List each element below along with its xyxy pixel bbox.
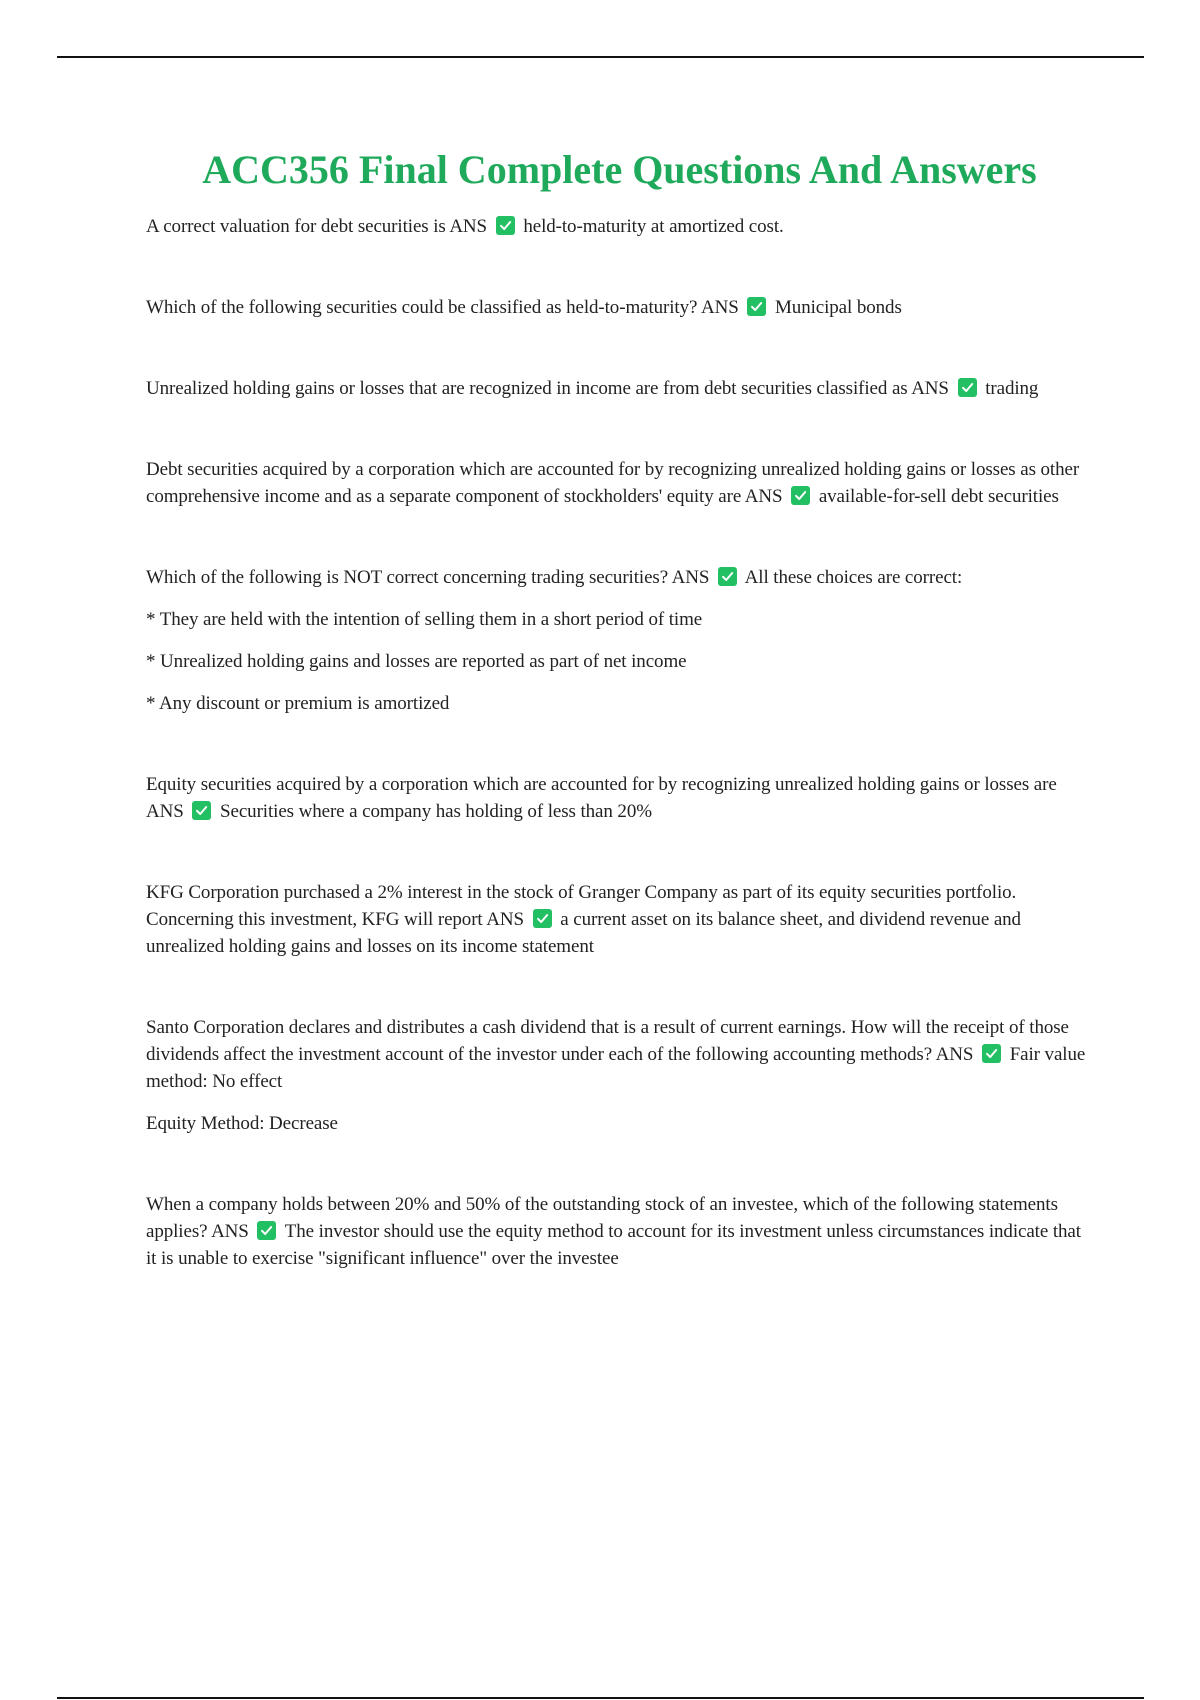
- answer-text: All these choices are correct:: [744, 567, 963, 588]
- qa-list: [146, 213, 1086, 1326]
- question-text: Equity securities acquired by a corporation which are accounted for by recognizing unrealized holding gains or losses are: [146, 774, 1057, 795]
- qa-item: [146, 294, 1086, 321]
- answer-label: ANS: [700, 297, 739, 318]
- qa-item: [146, 1014, 1086, 1137]
- question-text: Which of the following securities could be classified as held-to-maturity?: [146, 297, 698, 318]
- answer-label: ANS: [744, 486, 783, 507]
- checkmark-icon: [257, 1221, 276, 1240]
- answer-label: ANS: [935, 1044, 974, 1065]
- checkmark-icon: [958, 378, 977, 397]
- qa-item: [146, 1191, 1086, 1272]
- qa-item: [146, 771, 1086, 825]
- answer-label: ANS: [449, 216, 488, 237]
- checkmark-icon: [192, 801, 211, 820]
- checkmark-icon: [747, 297, 766, 316]
- qa-item: [146, 879, 1086, 960]
- answer-detail-line: * Any discount or premium is amortized: [146, 693, 450, 714]
- answer-label: ANS: [671, 567, 710, 588]
- answer-text: available-for-sell debt securities: [818, 486, 1059, 507]
- answer-label: ANS: [211, 1221, 249, 1242]
- qa-text: [146, 456, 1086, 510]
- checkmark-icon: [496, 216, 515, 235]
- answer-text: The investor should use the equity method to account for its investment unless circumstances indicate that it is unable to exercise "significant influence" over the investee: [146, 1221, 1081, 1269]
- qa-text: [146, 564, 1086, 591]
- checkmark-icon: [982, 1044, 1001, 1063]
- qa-text: [146, 213, 1086, 240]
- checkmark-icon: [718, 567, 737, 586]
- qa-text: [146, 375, 1086, 402]
- answer-text: Fair value method: No effect: [146, 1044, 1086, 1092]
- answer-text: held-to-maturity at amortized cost.: [523, 216, 784, 237]
- question-text: Santo Corporation declares and distributes a cash dividend that is a result of current earnings. How will the receipt of those dividends affect the investment account of the investor under each of the following accounting methods?: [146, 1017, 1069, 1065]
- qa-text: [146, 879, 1086, 960]
- qa-text: [146, 771, 1086, 825]
- answer-label: ANS: [146, 801, 184, 822]
- question-text: Which of the following is NOT correct concerning trading securities?: [146, 567, 669, 588]
- checkmark-icon: [533, 909, 552, 928]
- footer-rule: [57, 1697, 1144, 1699]
- qa-text: [146, 294, 1086, 321]
- qa-text: [146, 1191, 1086, 1272]
- answer-detail-line: Equity Method: Decrease: [146, 1113, 338, 1134]
- question-text: Unrealized holding gains or losses that are recognized in income are from debt securities classified as: [146, 378, 908, 399]
- checkmark-icon: [791, 486, 810, 505]
- question-text: When a company holds between 20% and 50% of the outstanding stock of an investee, which of the following statements applies?: [146, 1194, 1058, 1242]
- qa-text: [146, 1014, 1086, 1095]
- qa-item: [146, 375, 1086, 402]
- answer-label: ANS: [486, 909, 524, 930]
- question-text: Debt securities acquired by a corporation which are accounted for by recognizing unrealized holding gains or losses as other comprehensive income and as a separate component of stockholders' equity are: [146, 459, 1080, 507]
- answer-label: ANS: [911, 378, 949, 399]
- question-text: KFG Corporation purchased a 2% interest in the stock of Granger Company as part of its equity securities portfolio. Concerning this investment, KFG will report: [146, 882, 1017, 930]
- answer-detail-line: * They are held with the intention of selling them in a short period of time: [146, 609, 703, 630]
- qa-item: [146, 456, 1086, 510]
- question-text: A correct valuation for debt securities is: [146, 216, 446, 237]
- answer-text: trading: [985, 378, 1039, 399]
- document-title: ACC356 Final Complete Questions And Answers: [202, 147, 1037, 192]
- qa-item: [146, 564, 1086, 717]
- header-rule: [57, 56, 1144, 58]
- qa-item: [146, 213, 1086, 240]
- answer-detail-line: * Unrealized holding gains and losses are reported as part of net income: [146, 651, 687, 672]
- answer-text: Municipal bonds: [775, 297, 902, 318]
- answer-text: Securities where a company has holding of less than 20%: [220, 801, 652, 822]
- answer-text: a current asset on its balance sheet, and dividend revenue and unrealized holding gains and losses on its income statement: [146, 909, 1021, 957]
